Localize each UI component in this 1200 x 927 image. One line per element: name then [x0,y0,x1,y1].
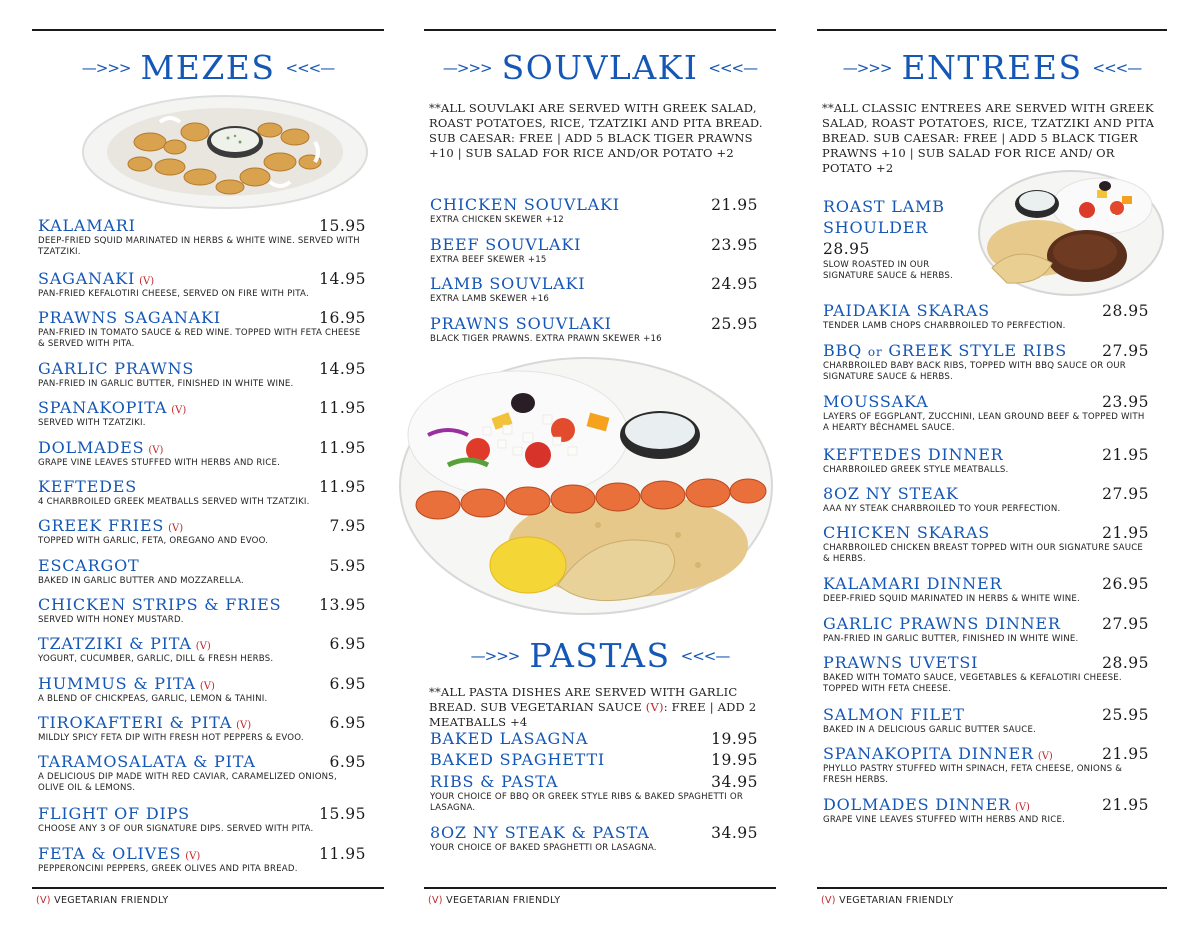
menu-item [38,438,366,469]
item-name-or: or [867,345,883,359]
item-row [38,438,366,457]
item-name-text: DOLMADES DINNER [823,795,1011,814]
item-row [823,445,1149,464]
item-description: EXTRA BEEF SKEWER +15 [430,255,547,265]
menu-item [823,614,1149,645]
vegetarian-footnote [821,895,953,906]
entrees-heading [817,48,1167,87]
item-row [38,516,366,535]
vegetarian-footnote [36,895,168,906]
item-name [38,398,186,417]
item-name-text: PRAWNS SAGANAKI [38,308,221,327]
item-description: SLOW ROASTED IN OUR SIGNATURE SAUCE & HERBS. [823,260,953,281]
item-row [38,269,366,288]
item-description: SERVED WITH HONEY MUSTARD. [38,615,184,625]
pastas-heading [424,636,776,675]
vegetarian-mark: (V) [1014,802,1030,813]
menu-item [430,195,758,226]
item-price: 34.95 [711,824,758,842]
footnote-text: VEGETARIAN FRIENDLY [54,895,169,906]
item-name-line2: SHOULDER [823,218,929,237]
item-row [823,484,1149,503]
item-price: 28.95 [823,240,870,258]
item-description: PAN-FRIED IN GARLIC BUTTER, FINISHED IN WHITE WINE. [823,634,1079,644]
veg-mark: (V) [36,895,51,906]
arrow-left: —>>> [842,58,892,77]
item-name-text: 8OZ NY STEAK & PASTA [430,823,650,842]
menu-item [38,477,366,508]
item-name [430,235,581,254]
item-description: AAA NY STEAK CHARBROILED TO YOUR PERFECTION. [823,504,1061,514]
roast-lamb-photo [977,168,1165,298]
item-price: 11.95 [319,439,366,457]
item-description: DEEP-FRIED SQUID MARINATED IN HERBS & WHITE WINE. [823,594,1080,604]
menu-item [38,595,366,626]
item-row [823,523,1149,542]
menu-item [430,823,758,854]
item-name [38,556,139,575]
item-name-text: 8OZ NY STEAK [823,484,959,503]
item-row [38,595,366,614]
menu-item [430,750,758,769]
item-price: 23.95 [711,236,758,254]
item-description: EXTRA LAMB SKEWER +16 [430,294,550,304]
item-name [38,438,163,457]
item-name [823,705,965,724]
item-description: A BLEND OF CHICKPEAS, GARLIC, LEMON & TAHINI. [38,694,268,704]
item-price: 16.95 [319,309,366,327]
menu-item [430,729,758,748]
item-price: 21.95 [1102,446,1149,464]
item-name [38,634,211,653]
item-name-text: KALAMARI DINNER [823,574,1003,593]
item-description: BAKED WITH TOMATO SAUCE, VEGETABLES & KEFALOTIRI CHEESE. TOPPED WITH FETA CHEESE. [823,673,1122,694]
item-name-text: TIROKAFTERI & PITA [38,713,233,732]
item-price: 28.95 [1102,654,1149,672]
vegetarian-mark: (V) [195,641,211,652]
menu-item [430,274,758,305]
item-name-text: SAGANAKI [38,269,136,288]
menu-item [823,341,1149,383]
item-row [38,477,366,496]
item-name-text: FLIGHT OF DIPS [38,804,190,823]
item-name [823,574,1002,593]
entrees-column [817,0,1167,927]
menu-item [430,772,758,814]
veg-mark: (V) [821,895,836,906]
item-description: BAKED IN GARLIC BUTTER AND MOZZARELLA. [38,576,244,586]
item-name [430,823,650,842]
item-price: 11.95 [319,399,366,417]
mezes-heading [32,48,384,87]
item-name-text: SPANAKOPITA DINNER [823,744,1034,763]
arrow-right: <<<— [708,58,758,77]
menu-item [823,445,1149,476]
item-name-text: CHICKEN SOUVLAKI [430,195,620,214]
item-name-text: BAKED SPAGHETTI [430,750,606,769]
item-name-text: PRAWNS SOUVLAKI [430,314,612,333]
item-name [430,772,558,791]
item-name-text: CHICKEN STRIPS & FRIES [38,595,282,614]
item-description: SERVED WITH TZATZIKI. [38,418,146,428]
item-row [430,823,758,842]
item-row [430,772,758,791]
item-row [38,556,366,575]
section-title: SOUVLAKI [501,48,699,87]
menu-item [38,752,366,794]
menu-item [38,269,366,300]
item-description: A DELICIOUS DIP MADE WITH RED CAVIAR, CARAMELIZED ONIONS, OLIVE OIL & LEMONS. [38,772,337,793]
item-price: 24.95 [711,275,758,293]
souvlaki-heading [424,48,776,87]
arrow-right: <<<— [1092,58,1142,77]
section-title: ENTREES [901,48,1083,87]
mezes-column [32,0,384,927]
item-name [38,269,154,288]
veg-mark: (V) [645,700,664,714]
item-name-text: GREEK FRIES [38,516,165,535]
item-name [430,729,588,748]
item-price: 6.95 [329,635,366,653]
item-description: CHARBROILED BABY BACK RIBS, TOPPED WITH BBQ SAUCE OR OUR SIGNATURE SAUCE & HERBS. [823,361,1126,382]
item-name [823,614,1061,633]
item-description: 4 CHARBROILED GREEK MEATBALLS SERVED WITH TZATZIKI. [38,497,310,507]
item-description: BLACK TIGER PRAWNS. EXTRA PRAWN SKEWER +16 [430,334,662,344]
menu-item [38,844,366,875]
item-description: PAN-FRIED IN TOMATO SAUCE & RED WINE. TOPPED WITH FETA CHEESE & SERVED WITH PITA. [38,328,361,349]
item-name [823,301,990,320]
vegetarian-mark: (V) [185,851,201,862]
vegetarian-mark: (V) [1037,751,1053,762]
item-name-part: GREEK STYLE RIBS [882,341,1068,360]
item-row [430,750,758,769]
item-row [823,301,1149,320]
item-description: GRAPE VINE LEAVES STUFFED WITH HERBS AND RICE. [38,458,281,468]
item-row [823,653,1149,672]
item-price: 21.95 [1102,524,1149,542]
item-name-text: GARLIC PRAWNS DINNER [823,614,1061,633]
item-name [38,752,256,771]
vegetarian-footnote [428,895,560,906]
item-row [430,729,758,748]
item-row [823,705,1149,724]
menu-item [823,653,1149,695]
item-row [38,804,366,823]
footnote-text: VEGETARIAN FRIENDLY [446,895,561,906]
souvlaki-plate-photo [398,355,774,617]
item-name-text: FETA & OLIVES [38,844,182,863]
souvlaki-note: **ALL SOUVLAKI ARE SERVED WITH GREEK SALAD, ROAST POTATOES, RICE, TZATZIKI AND PITA BREAD. SUB CAESAR: FREE | ADD 5 BLACK TIGER PRAWNS +10 | SUB SALAD FOR RICE AND/OR POTATO +2 [429,101,763,160]
item-description: PAN-FRIED IN GARLIC BUTTER, FINISHED IN WHITE WINE. [38,379,294,389]
item-name [823,196,973,238]
menu-item [823,705,1149,736]
item-row [38,359,366,378]
item-price: 21.95 [711,196,758,214]
item-description: CHARBROILED GREEK STYLE MEATBALLS. [823,465,1009,475]
menu-item [38,398,366,429]
note-text: **ALL PASTA DISHES ARE SERVED WITH GARLIC BREAD. SUB VEGETARIAN SAUCE [429,685,738,714]
item-name-text: PRAWNS UVETSI [823,653,979,672]
item-price: 6.95 [329,714,366,732]
item-row [38,216,366,235]
item-name [38,713,251,732]
item-description: TOPPED WITH GARLIC, FETA, OREGANO AND EVOO. [38,536,269,546]
item-row [430,195,758,214]
item-name [430,274,585,293]
item-price: 26.95 [1102,575,1149,593]
item-price: 25.95 [711,315,758,333]
item-row [38,308,366,327]
item-name [823,392,928,411]
item-name-line1: ROAST LAMB [823,197,945,216]
item-name [38,516,183,535]
item-row [430,235,758,254]
item-price: 5.95 [329,557,366,575]
item-name-text: MOUSSAKA [823,392,929,411]
item-description: LAYERS OF EGGPLANT, ZUCCHINI, LEAN GROUND BEEF & TOPPED WITH A HEARTY BÉCHAMEL SAUCE. [823,412,1145,433]
item-name [823,523,990,542]
vegetarian-mark: (V) [199,681,215,692]
menu-item [38,516,366,547]
menu-item [38,713,366,744]
menu-item [823,484,1149,515]
top-rule [817,29,1167,31]
item-name-text: PAIDAKIA SKARAS [823,301,990,320]
item-name-text: BEEF SOUVLAKI [430,235,582,254]
item-row [38,674,366,693]
menu-item [823,523,1149,565]
vegetarian-mark: (V) [171,405,187,416]
item-row [38,713,366,732]
item-description: YOUR CHOICE OF BAKED SPAGHETTI OR LASAGNA. [430,843,657,853]
item-description: CHARBROILED CHICKEN BREAST TOPPED WITH OUR SIGNATURE SAUCE & HERBS. [823,543,1144,564]
menu-item [38,308,366,350]
item-description: CHOOSE ANY 3 OF OUR SIGNATURE DIPS. SERVED WITH PITA. [38,824,314,834]
section-title: PASTAS [529,636,671,675]
item-description: DEEP-FRIED SQUID MARINATED IN HERBS & WHITE WINE. SERVED WITH TZATZIKI. [38,236,360,257]
item-row [430,274,758,293]
menu-item [38,216,366,258]
item-row [823,574,1149,593]
item-name-text: LAMB SOUVLAKI [430,274,586,293]
item-name-text: RIBS & PASTA [430,772,559,791]
arrow-left: —>>> [442,58,492,77]
item-row [823,614,1149,633]
item-name-text: KALAMARI [38,216,136,235]
item-name-text: BAKED LASAGNA [430,729,589,748]
footnote-text: VEGETARIAN FRIENDLY [839,895,954,906]
item-name [38,477,137,496]
item-price: 6.95 [329,675,366,693]
item-description: PEPPERONCINI PEPPERS, GREEK OLIVES AND PITA BREAD. [38,864,298,874]
item-name-text: HUMMUS & PITA [38,674,196,693]
item-row [38,634,366,653]
menu-item [823,392,1149,434]
item-price: 27.95 [1102,615,1149,633]
note-text-end: : FREE | ADD 2 MEATBALLS +4 [429,700,757,729]
item-price: 27.95 [1102,485,1149,503]
vegetarian-mark: (V) [236,720,252,731]
menu-item [430,314,758,345]
item-name [430,314,612,333]
item-name [38,595,281,614]
vegetarian-mark: (V) [168,523,184,534]
item-name-text: KEFTEDES [38,477,137,496]
item-row [823,341,1149,360]
bottom-rule [424,887,776,889]
item-row [38,844,366,863]
item-name [38,359,194,378]
item-description: PAN-FRIED KEFALOTIRI CHEESE, SERVED ON FIRE WITH PITA. [38,289,309,299]
item-price: 34.95 [711,773,758,791]
item-price: 25.95 [1102,706,1149,724]
menu-item [430,235,758,266]
arrow-right: <<<— [285,58,335,77]
pastas-note [429,685,774,730]
item-price: 13.95 [319,596,366,614]
item-name-text: SALMON FILET [823,705,965,724]
vegetarian-mark: (V) [139,276,155,287]
item-row [823,392,1149,411]
item-price: 21.95 [1102,745,1149,763]
menu-item [823,795,1149,826]
item-name [38,674,215,693]
item-description: TENDER LAMB CHOPS CHARBROILED TO PERFECTION. [823,321,1066,331]
item-name [823,484,959,503]
item-name-text: TARAMOSALATA & PITA [38,752,256,771]
bottom-rule [32,887,384,889]
item-name [38,308,221,327]
item-row [823,744,1149,763]
item-name-text: GARLIC PRAWNS [38,359,195,378]
menu-item [823,744,1149,786]
item-description: YOGURT, CUCUMBER, GARLIC, DILL & FRESH HERBS. [38,654,274,664]
item-price: 15.95 [319,217,366,235]
item-price: 11.95 [319,845,366,863]
vegetarian-mark: (V) [148,445,164,456]
item-description: YOUR CHOICE OF BBQ OR GREEK STYLE RIBS & BAKED SPAGHETTI OR LASAGNA. [430,792,743,813]
item-name-text: KEFTEDES DINNER [823,445,1004,464]
menu-item [823,574,1149,605]
bottom-rule [817,887,1167,889]
arrow-left: —>>> [470,646,520,665]
item-name-text: SPANAKOPITA [38,398,168,417]
menu-item [38,674,366,705]
item-price: 21.95 [1102,796,1149,814]
item-name-text: DOLMADES [38,438,145,457]
souvlaki-column [424,0,776,927]
item-row [38,398,366,417]
item-description: BAKED IN A DELICIOUS GARLIC BUTTER SAUCE. [823,725,1037,735]
item-name-part: BBQ [823,341,868,360]
kalamari-photo [80,92,370,210]
item-name [38,844,200,863]
item-name [823,795,1030,814]
item-price: 23.95 [1102,393,1149,411]
item-name [823,744,1053,763]
item-price: 15.95 [319,805,366,823]
item-price: 19.95 [711,730,758,748]
veg-mark: (V) [428,895,443,906]
item-name [823,445,1004,464]
item-name [823,341,1067,360]
item-row [823,795,1149,814]
item-description: MILDLY SPICY FETA DIP WITH FRESH HOT PEPPERS & EVOO. [38,733,304,743]
item-name-text: TZATZIKI & PITA [38,634,192,653]
item-row [38,752,366,771]
item-description: PHYLLO PASTRY STUFFED WITH SPINACH, FETA CHEESE, ONIONS & FRESH HERBS. [823,764,1123,785]
featured-item [823,196,973,282]
section-title: MEZES [140,48,276,87]
top-rule [424,29,776,31]
item-name [430,750,605,769]
entrees-note: **ALL CLASSIC ENTREES ARE SERVED WITH GREEK SALAD, ROAST POTATOES, RICE, TZATZIKI AND PITA BREAD. SUB CAESAR: FREE | ADD 5 BLACK TIGER PRAWNS +10 | SUB SALAD FOR RICE AND/ OR POTATO +2 [822,101,1155,175]
item-price: 14.95 [319,270,366,288]
item-name [38,216,136,235]
top-rule [32,29,384,31]
menu-item [38,634,366,665]
item-price: 14.95 [319,360,366,378]
item-price: 7.95 [329,517,366,535]
menu-item [38,359,366,390]
item-name [38,804,190,823]
arrow-left: —>>> [81,58,131,77]
item-row [430,314,758,333]
menu-item [38,804,366,835]
item-price: 28.95 [1102,302,1149,320]
item-description: GRAPE VINE LEAVES STUFFED WITH HERBS AND RICE. [823,815,1066,825]
item-price: 11.95 [319,478,366,496]
item-price: 27.95 [1102,342,1149,360]
item-name-text: CHICKEN SKARAS [823,523,991,542]
menu-item [38,556,366,587]
item-price: 6.95 [329,753,366,771]
menu-item [823,301,1149,332]
arrow-right: <<<— [680,646,730,665]
item-name [823,653,978,672]
item-name-text: ESCARGOT [38,556,140,575]
item-price: 19.95 [711,751,758,769]
item-name [430,195,620,214]
item-description: EXTRA CHICKEN SKEWER +12 [430,215,564,225]
